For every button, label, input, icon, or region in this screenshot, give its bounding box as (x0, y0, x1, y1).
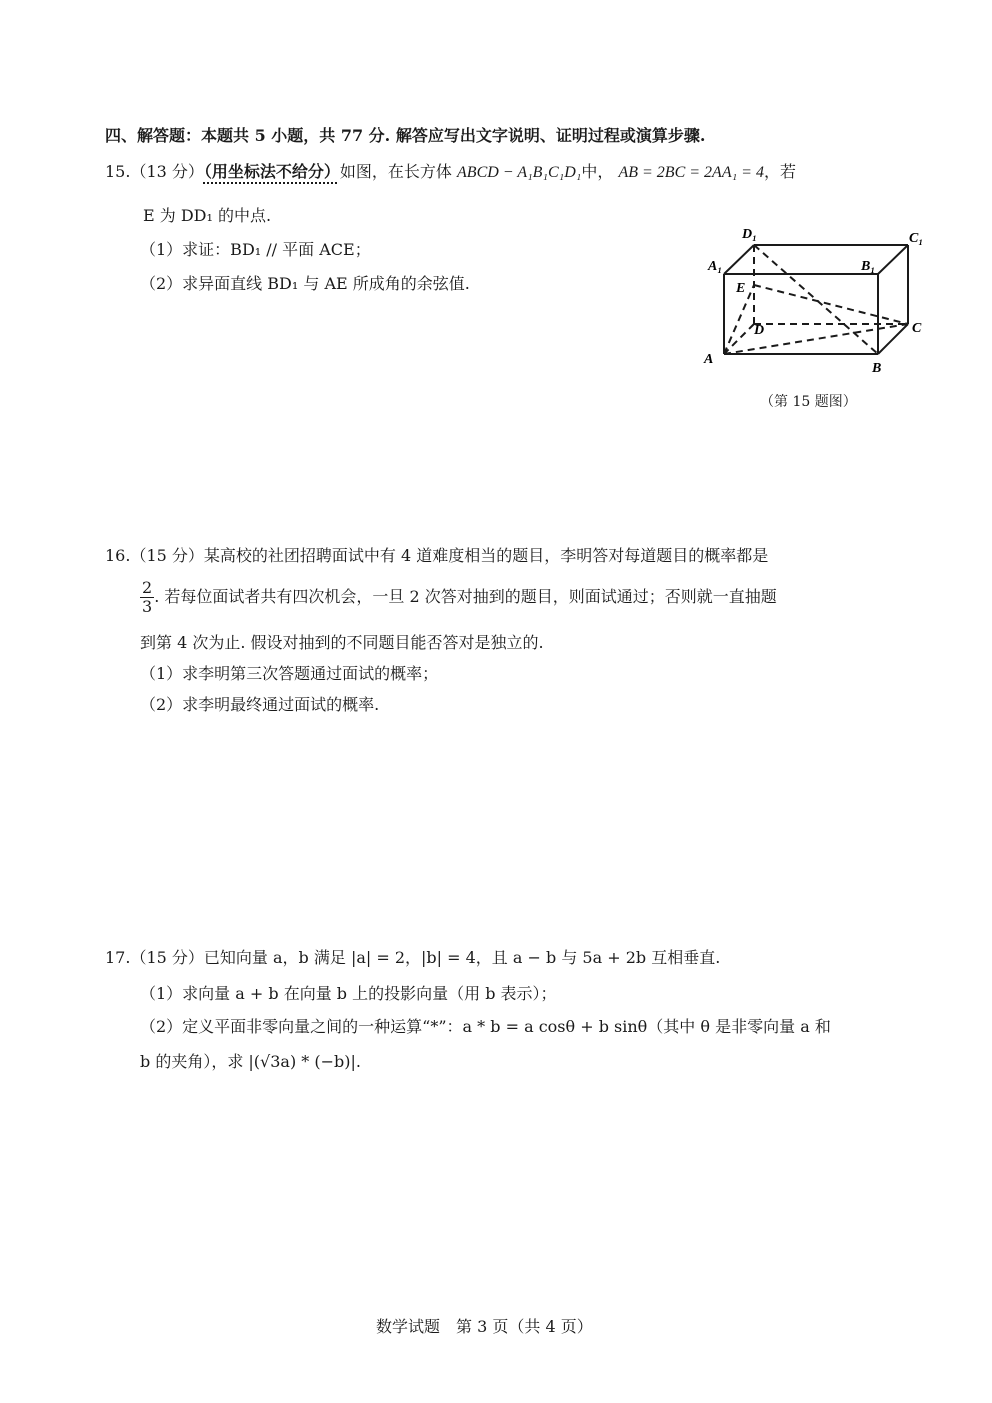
q15-cuboid-figure (700, 220, 940, 380)
edge-d1-a1 (724, 245, 754, 274)
q16-part2: （2）求李明最终通过面试的概率. (140, 695, 380, 714)
q16-part1: （1）求李明第三次答题通过面试的概率； (140, 664, 439, 683)
q17-part1: （1）求向量 a + b 在向量 b 上的投影向量（用 b 表示）； (140, 984, 557, 1003)
edge-a-c (724, 324, 908, 354)
q15-line2: E 为 DD₁ 的中点. (143, 206, 272, 225)
q15-score: （13 分） (130, 162, 204, 181)
q15-tail: ，若 (763, 162, 796, 181)
q15-equation: AB = 2BC = 2AA₁ = 4 (618, 164, 764, 181)
q15-solid: ABCD − A₁B₁C₁D₁ (457, 164, 582, 181)
label-e: E (736, 281, 746, 296)
q16-line3: 到第 4 次为止. 假设对抽到的不同题目能否答对是独立的. (140, 633, 544, 652)
q17-score: （15 分） (130, 948, 204, 967)
q15-mid: 中， (581, 162, 614, 181)
question-15-line1 (105, 161, 796, 184)
q15-part1: （1）求证：BD₁ // 平面 ACE； (140, 240, 371, 259)
page-footer: 数学试题 第 3 页（共 4 页） (376, 1317, 593, 1336)
q16-frac-den: 3 (142, 597, 153, 616)
q15-number: 15. (105, 162, 131, 181)
label-c1: C₁ (909, 231, 924, 246)
question-17-line1 (105, 947, 720, 969)
q17-number: 17. (105, 948, 131, 967)
q17-line1: 已知向量 a，b 满足 |a| = 2，|b| = 4，且 a − b 与 5a + 2b 互相垂直. (203, 948, 721, 967)
label-b1: B₁ (861, 259, 876, 274)
q15-part2: （2）求异面直线 BD₁ 与 AE 所成角的余弦值. (140, 274, 470, 293)
q17-line4: b 的夹角），求 |(√3a) * (−b)|. (140, 1052, 361, 1071)
q16-frac-num: 2 (142, 578, 153, 597)
q16-line1: 某高校的社团招聘面试中有 4 道难度相当的题目，李明答对每道题目的概率都是 (203, 546, 769, 565)
label-b: B (872, 361, 882, 376)
q16-score: （15 分） (130, 546, 204, 565)
q15-intro: 如图，在长方体 (339, 162, 452, 181)
edge-c1-b1 (878, 245, 908, 274)
q15-figure-caption: （第 15 题图） (760, 394, 857, 410)
label-d1: D₁ (742, 227, 757, 242)
q16-line2: . 若每位面试者共有四次机会，一旦 2 次答对抽到的题目，则面试通过；否则就一直抽题 (154, 587, 777, 606)
q16-line2-wrap (140, 577, 777, 617)
label-a1: A₁ (708, 259, 723, 274)
q17-part2: （2）定义平面非零向量之间的一种运算“*”：a * b = a cosθ + b sinθ（其中 θ 是非零向量 a 和 (140, 1017, 831, 1036)
q15-note: （用坐标法不给分） (203, 162, 340, 181)
section-header: 四、解答题：本题共 5 小题，共 77 分. 解答应写出文字说明、证明过程或演算步骤. (105, 126, 706, 145)
label-a: A (704, 352, 714, 367)
question-16-line1 (105, 545, 768, 567)
q16-fraction (140, 579, 154, 616)
label-c: C (912, 321, 922, 336)
edge-e-c (754, 285, 908, 324)
label-d: D (754, 323, 765, 338)
edge-d1-b (754, 245, 878, 354)
q16-number: 16. (105, 546, 131, 565)
